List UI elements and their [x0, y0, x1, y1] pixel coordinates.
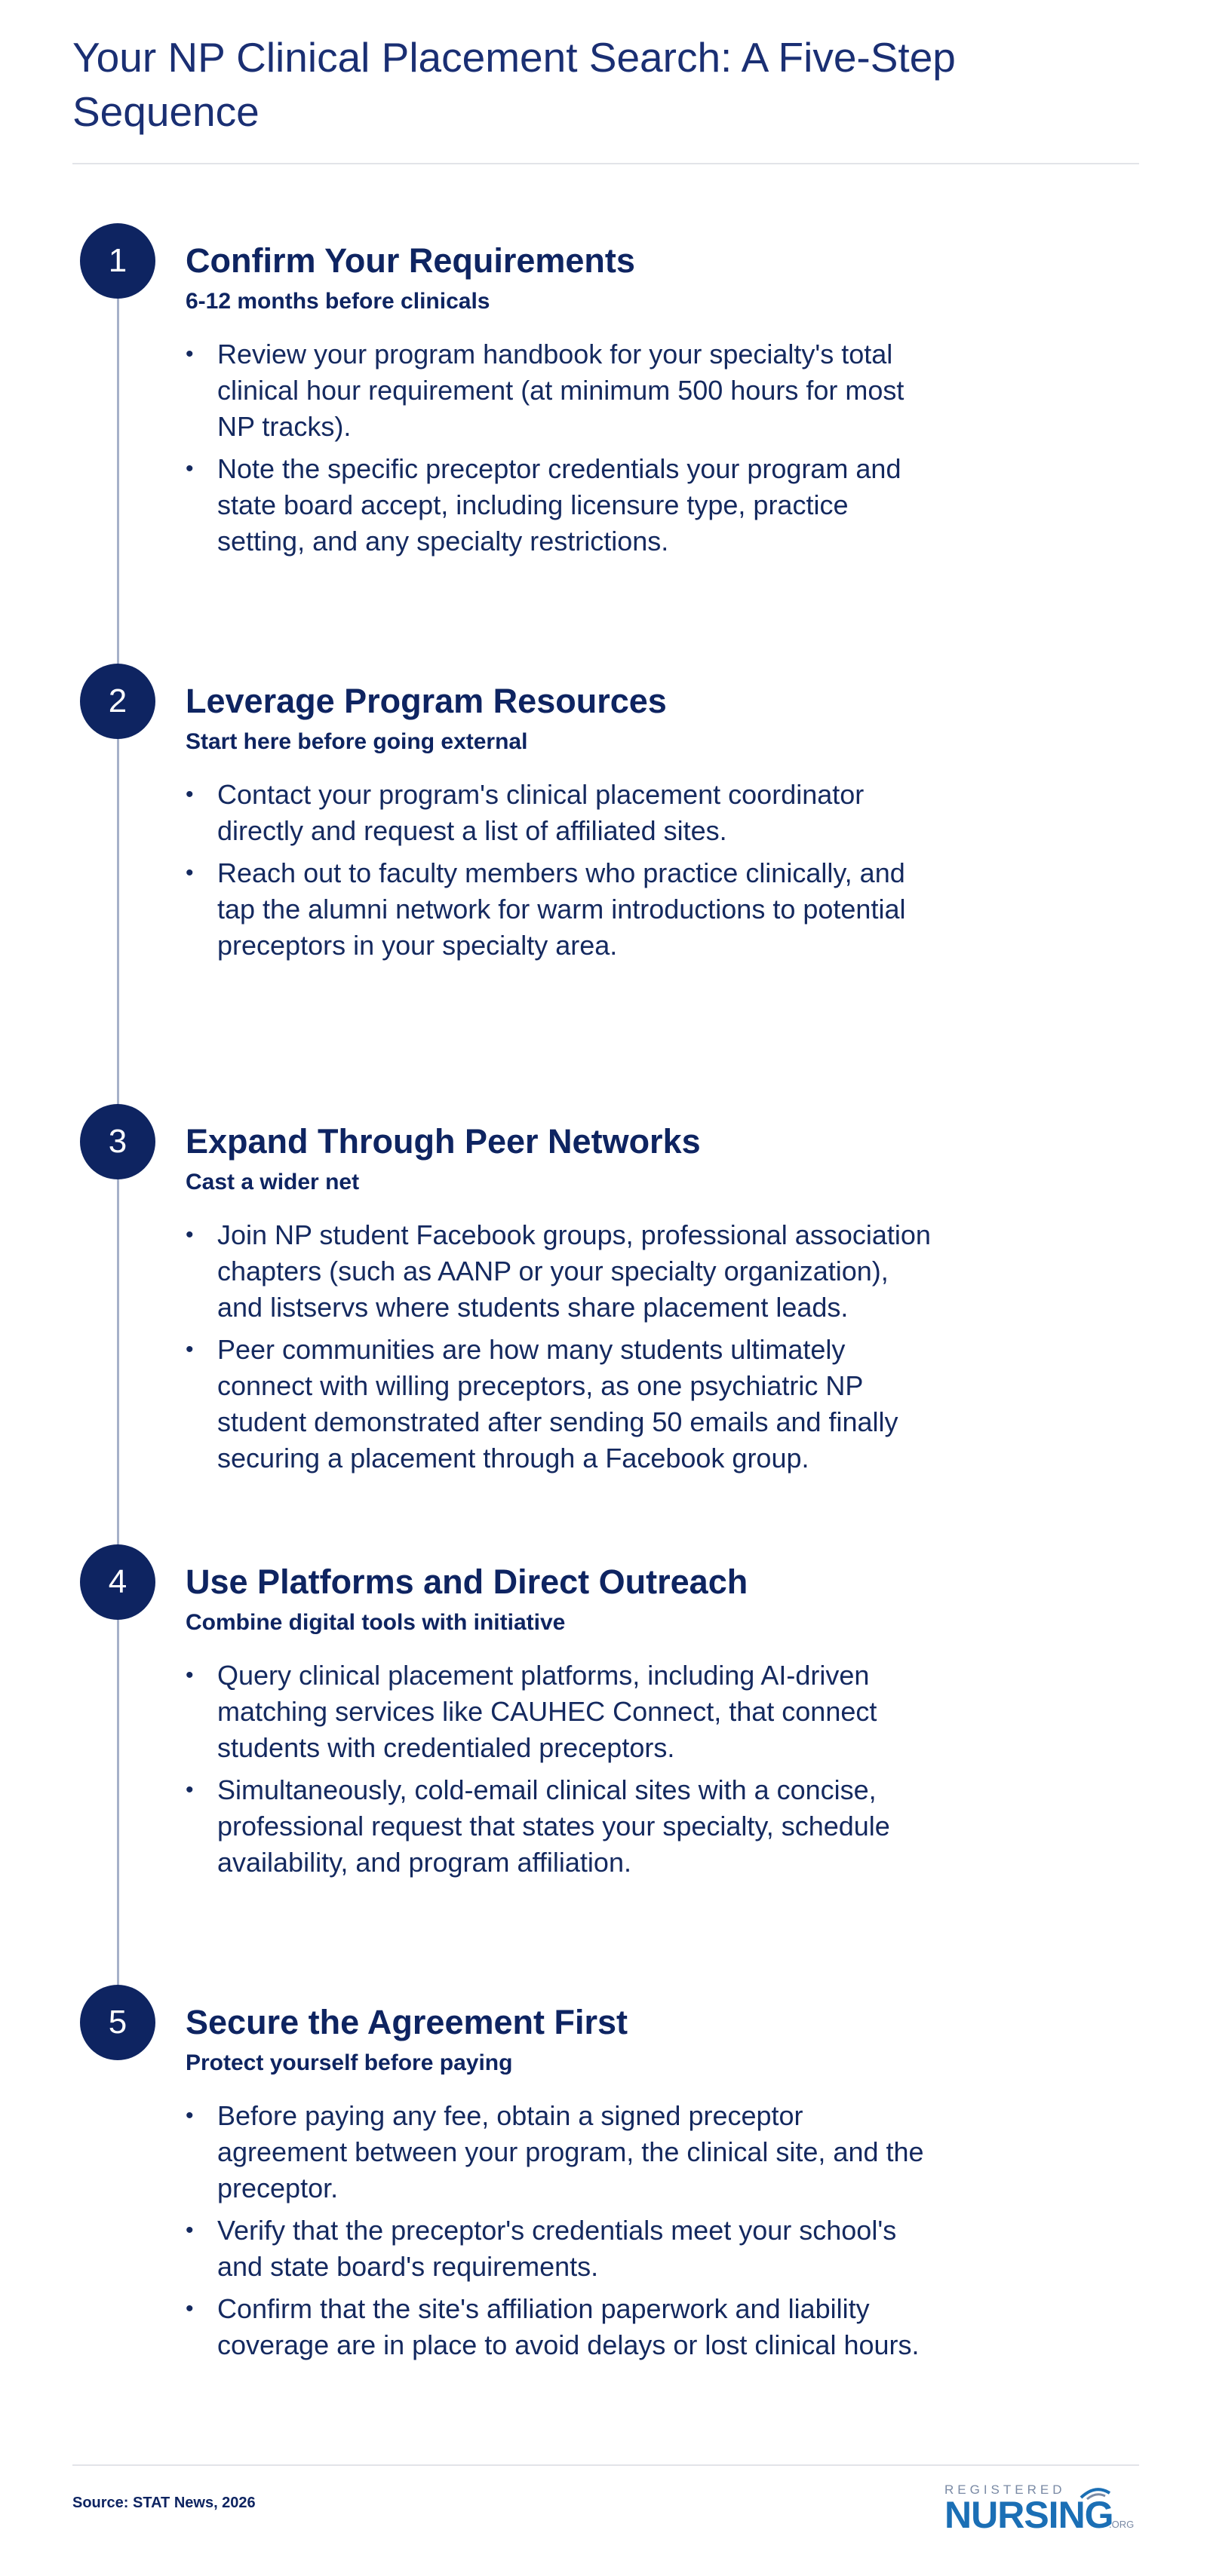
bullet-text: Query clinical placement platforms, including AI-driven matching services like CAUHEC Connect, that connect students with credentialed preceptors.	[217, 1660, 877, 1763]
step-subtitle: 6-12 months before clinicals	[186, 289, 490, 314]
bullet-text: Note the specific preceptor credentials your program and state board accept, including licensure type, practice setting, and any specialty restrictions.	[217, 453, 901, 557]
bullet-text: Review your program handbook for your specialty's total clinical hour requirement (at minimum 500 hours for most NP tracks).	[217, 339, 904, 442]
step-content	[186, 680, 940, 970]
step-content	[186, 1121, 940, 1483]
bullet-text: Simultaneously, cold-email clinical sites with a concise, professional request that states your specialty, schedule availability, and program affiliation.	[217, 1774, 890, 1878]
step-bullet-list	[186, 777, 940, 964]
header-divider	[72, 163, 1139, 164]
list-item	[186, 1217, 940, 1326]
bullet-text: Verify that the preceptor's credentials meet your school's and state board's requirements.	[217, 2215, 897, 2282]
step-subtitle: Combine digital tools with initiative	[186, 1610, 566, 1635]
step-bullet-list	[186, 336, 940, 560]
bullet-icon: •	[186, 1663, 194, 1688]
step-number-badge: 2	[80, 664, 155, 739]
bullet-icon: •	[186, 1337, 194, 1362]
step-bullet-list	[186, 1658, 940, 1881]
list-item	[186, 451, 940, 560]
step-title: Expand Through Peer Networks	[186, 1122, 701, 1161]
page-title: Your NP Clinical Placement Search: A Five-Step Sequence	[72, 34, 956, 135]
header	[72, 30, 1139, 139]
step-bullet-list	[186, 2098, 940, 2363]
list-item	[186, 1332, 940, 1477]
step-subtitle: Protect yourself before paying	[186, 2050, 513, 2075]
list-item	[186, 2291, 940, 2363]
step-content	[186, 1561, 940, 1887]
list-item	[186, 336, 940, 445]
step-bullet-list	[186, 1217, 940, 1477]
step-subtitle: Cast a wider net	[186, 1170, 360, 1194]
logo-top-text: REGISTERED	[944, 2482, 1066, 2497]
list-item	[186, 1658, 940, 1766]
registered-nursing-logo	[944, 2482, 1141, 2535]
list-item	[186, 1772, 940, 1881]
bullet-text: Peer communities are how many students ultimately connect with willing preceptors, as one psychiatric NP student demonstrated after sending 50 emails and finally securing a placement through a Facebook group.	[217, 1334, 898, 1474]
logo-suffix-text: .ORG	[1109, 2519, 1135, 2530]
step-content	[186, 240, 940, 566]
bullet-icon: •	[186, 342, 194, 366]
footer-divider	[72, 2464, 1139, 2466]
bullet-icon: •	[186, 456, 194, 481]
bullet-text: Reach out to faculty members who practice clinically, and tap the alumni network for warm introductions to potential preceptors in your specialty area.	[217, 857, 906, 961]
logo-main-text: NURSING	[944, 2494, 1113, 2536]
step-subtitle: Start here before going external	[186, 729, 528, 754]
bullet-icon: •	[186, 1777, 194, 1802]
bullet-text: Join NP student Facebook groups, professional association chapters (such as AANP or your specialty organization), and listservs where students share placement leads.	[217, 1219, 931, 1323]
list-item	[186, 777, 940, 849]
step-number-badge: 1	[80, 223, 155, 299]
step-title: Leverage Program Resources	[186, 682, 667, 720]
bullet-text: Before paying any fee, obtain a signed preceptor agreement between your program, the clinical site, and the preceptor.	[217, 2100, 924, 2203]
step-content	[186, 2001, 940, 2369]
step-number-badge: 4	[80, 1544, 155, 1620]
step-title: Confirm Your Requirements	[186, 241, 635, 280]
bullet-text: Contact your program's clinical placement coordinator directly and request a list of affiliated sites.	[217, 779, 865, 846]
bullet-icon: •	[186, 2296, 194, 2321]
bullet-icon: •	[186, 1222, 194, 1247]
bullet-icon: •	[186, 2103, 194, 2128]
step-number-badge: 5	[80, 1985, 155, 2060]
list-item	[186, 2098, 940, 2206]
list-item	[186, 855, 940, 964]
step-title: Use Platforms and Direct Outreach	[186, 1562, 748, 1601]
source-credit: Source: STAT News, 2026	[72, 2495, 256, 2511]
bullet-icon: •	[186, 860, 194, 885]
step-title: Secure the Agreement First	[186, 2003, 628, 2041]
list-item	[186, 2213, 940, 2285]
bullet-text: Confirm that the site's affiliation paperwork and liability coverage are in place to avoid delays or lost clinical hours.	[217, 2293, 920, 2360]
step-number-badge: 3	[80, 1104, 155, 1179]
bullet-icon: •	[186, 782, 194, 807]
bullet-icon: •	[186, 2218, 194, 2243]
